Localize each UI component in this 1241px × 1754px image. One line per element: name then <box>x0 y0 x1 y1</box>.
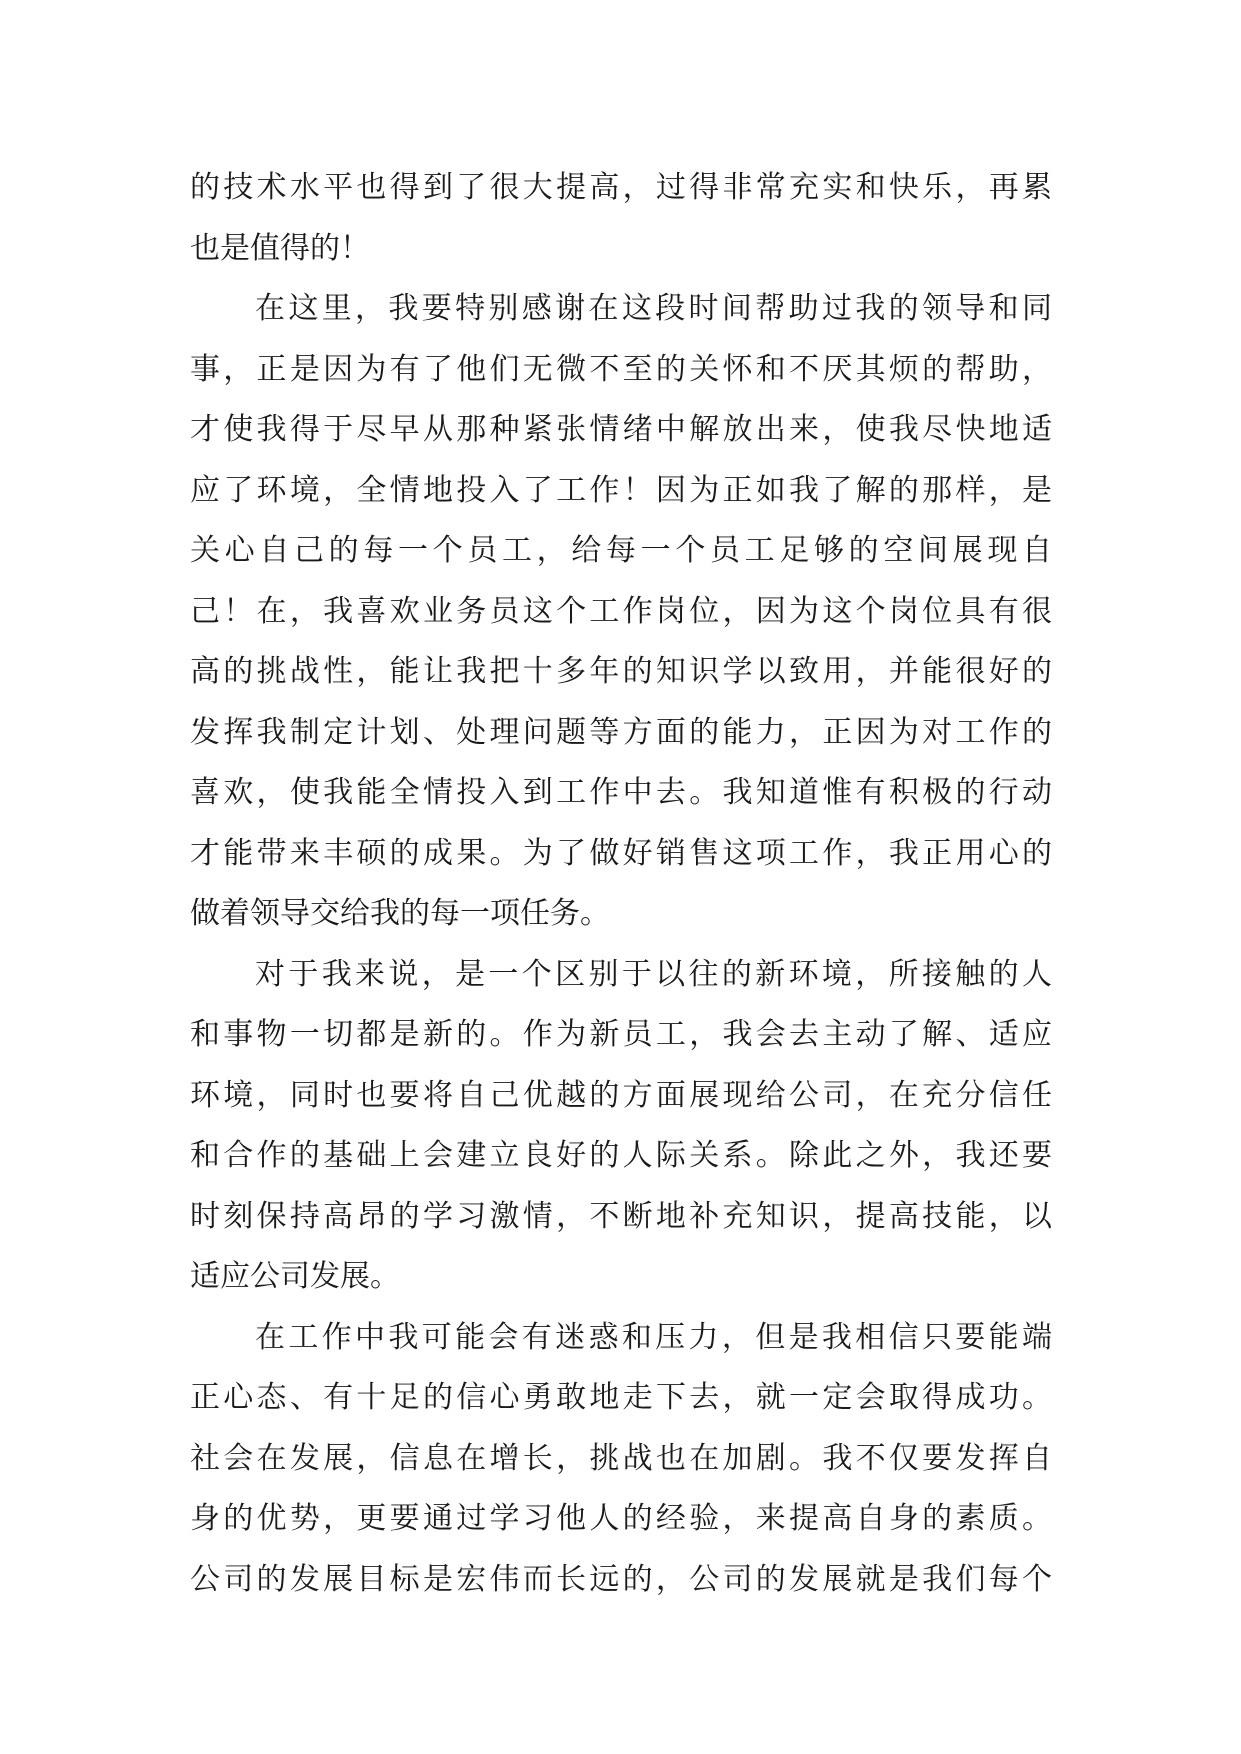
text-line: 和合作的基础上会建立良好的人际关系。除此之外，我还要 <box>190 1138 1052 1173</box>
text-line: 喜欢，使我能全情投入到工作中去。我知道惟有积极的行动 <box>190 775 1052 810</box>
text-line: 己！在，我喜欢业务员这个工作岗位，因为这个岗位具有很 <box>190 593 1052 629</box>
text-line: 适应公司发展。 <box>190 1259 400 1294</box>
text-line: 的技术水平也得到了很大提高，过得非常充实和快乐，再累 <box>190 170 1052 205</box>
text-line: 事，正是因为有了他们无微不至的关怀和不厌其烦的帮助， <box>190 351 1052 387</box>
text-line: 公司的发展目标是宏伟而长远的，公司的发展就是我们每个 <box>190 1561 1052 1597</box>
text-line: 才能带来丰硕的成果。为了做好销售这项工作，我正用心的 <box>190 835 1052 871</box>
body-text <box>190 158 1052 1610</box>
text-line: 环境，同时也要将自己优越的方面展现给公司，在充分信任 <box>190 1077 1052 1113</box>
text-line: 和事物一切都是新的。作为新员工，我会去主动了解、适应 <box>190 1017 1052 1052</box>
text-line: 发挥我制定计划、处理问题等方面的能力，正因为对工作的 <box>190 714 1052 750</box>
text-line: 应了环境，全情地投入了工作！因为正如我了解的那样，是 <box>190 472 1052 508</box>
text-line: 对于我来说，是一个区别于以往的新环境，所接触的人 <box>255 956 1052 992</box>
text-line: 关心自己的每一个员工，给每一个员工足够的空间展现自 <box>190 533 1052 568</box>
text-line: 社会在发展，信息在增长，挑战也在加剧。我不仅要发挥自 <box>190 1440 1052 1476</box>
text-line: 高的挑战性，能让我把十多年的知识学以致用，并能很好的 <box>190 654 1052 689</box>
text-line: 在这里，我要特别感谢在这段时间帮助过我的领导和同 <box>255 291 1052 326</box>
text-line: 正心态、有十足的信心勇敢地走下去，就一定会取得成功。 <box>190 1380 1052 1415</box>
text-line: 做着领导交给我的每一项任务。 <box>190 896 610 931</box>
text-line: 也是值得的！ <box>190 230 370 266</box>
text-line: 身的优势，更要通过学习他人的经验，来提高自身的素质。 <box>190 1501 1052 1536</box>
text-line: 时刻保持高昂的学习激情，不断地补充知识，提高技能，以 <box>190 1198 1052 1234</box>
text-line: 才使我得于尽早从那种紧张情绪中解放出来，使我尽快地适 <box>190 412 1052 447</box>
text-line: 在工作中我可能会有迷惑和压力，但是我相信只要能端 <box>255 1319 1052 1355</box>
